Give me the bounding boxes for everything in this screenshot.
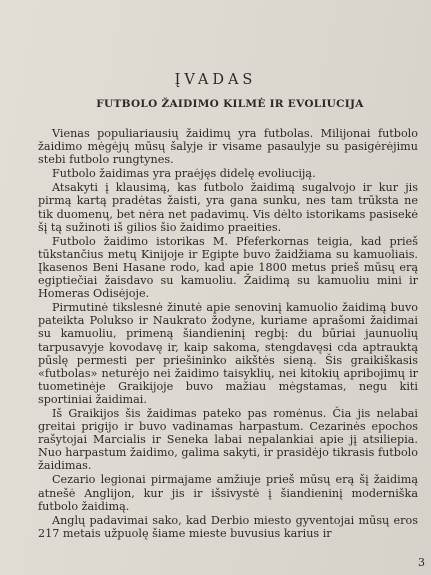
section-title: FUTBOLO ŽAIDIMO KILMĖ IR EVOLIUCIJA [96,98,364,110]
body-text [38,127,418,540]
page-number: 3 [418,556,425,569]
paragraph: Atsakyti į klausimą, kas futbolo žaidimą sugalvojo ir kur jis pirmą kartą pradėtas žaisti, yra gana sunku, nes tam trūksta ne tik duomenų, bet nėra net padavimų. Vis dėlto istorikams pasisekė šį tą sužinoti iš gilios šio žaidimo praeities. [38,181,418,234]
paragraph: Futbolo žaidimo istorikas M. Pfeferkornas teigia, kad prieš tūkstančius metų Kinijoje ir Egipte buvo žaidžiama su kamuoliais. Įkasenos Beni Hasane rodo, kad apie 1800 metus prieš mūsų erą egiptiečiai žaisdavo su kamuoliu. Žaidimą su kamuoliu mini ir Homeras Odisėjoje. [38,234,418,301]
paragraph: Cezario legionai pirmajame amžiuje prieš mūsų erą šį žaidimą atnešė Anglijon, kur jis ir išsivystė į šiandieninį moderniška futbolo žaidimą. [38,473,418,513]
paragraph: Iš Graikijos šis žaidimas pateko pas romėnus. Čia jis nelabai greitai prigijo ir buvo vadinamas harpastum. Cezarinės epochos rašytojai Marcialis ir Seneka labai nepalankiai apie jį atsiliepia. Nuo harpastum žaidimo, galima sakyti, ir prasidėjo tikrasis futbolo žaidimas. [38,406,418,473]
paragraph: Anglų padavimai sako, kad Derbio miesto gyventojai mūsų eros 217 metais užpuolę šiame mieste buvusius karius ir [38,513,418,540]
chapter-title: ĮVADAS [174,72,257,88]
paragraph: Vienas populiariausių žaidimų yra futbolas. Milijonai futbolo žaidimo mėgėjų mūsų šalyje ir visame pasaulyje su pasigėrėjimu stebi futbolo rungtynes. [38,127,418,167]
paragraph: Futbolo žaidimas yra praėjęs didelę evoliuciją. [52,167,316,181]
paragraph: Pirmutinė tikslesnė žinutė apie senovinį kamuolio žaidimą buvo pateikta Polukso ir Naukrato žodyne, kuriame aprašomi žaidimai su kamuoliu, primeną šiandieninį regbį: du būriai jaunuolių tarpusavyje kovodavę ir, kaip sakoma, stengdavęsi cda aptrauktą pūslę permesti per priešininko aikštės sieną. Šis graikiškasis «futbolas» neturėjo nei žaidimo taisyklių, nei kitokių apribojimų ir tuometinėje Graikijoje buvo mažiau mėgstamas, negu kiti sportiniai žaidimai. [38,301,418,406]
